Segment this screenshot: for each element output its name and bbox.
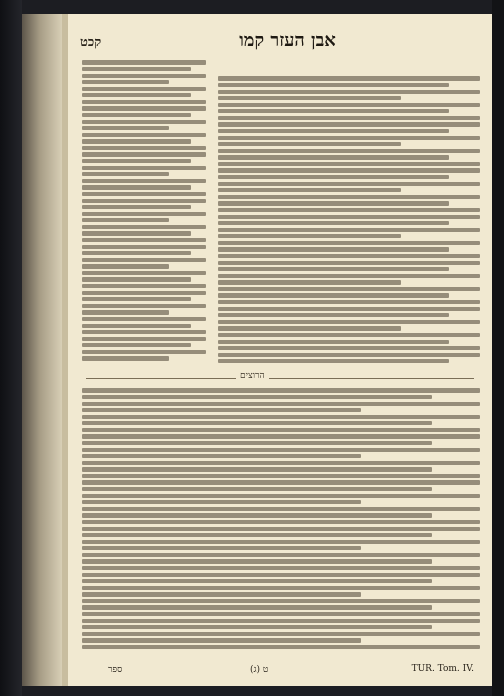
text-line [82, 297, 191, 301]
text-line [82, 271, 206, 275]
text-line [218, 228, 480, 232]
text-line [218, 129, 449, 133]
text-line [82, 559, 432, 563]
text-line [218, 234, 401, 238]
text-line [82, 87, 206, 91]
text-line [218, 195, 480, 199]
text-line [82, 408, 361, 412]
text-line [218, 280, 401, 284]
text-line [82, 343, 191, 347]
text-line [82, 487, 432, 491]
text-line [218, 96, 401, 100]
text-line [218, 122, 480, 126]
text-line [82, 120, 206, 124]
text-line [82, 520, 480, 524]
text-line [218, 333, 480, 337]
text-line [218, 142, 401, 146]
text-line [82, 402, 480, 406]
footer-left: ספר [108, 665, 123, 675]
text-line [82, 448, 480, 452]
text-line [218, 155, 449, 159]
text-line [218, 168, 480, 172]
text-line [82, 100, 206, 104]
text-line [82, 284, 206, 288]
text-line [82, 225, 206, 229]
text-line [218, 136, 480, 140]
text-line [82, 304, 206, 308]
text-line [218, 109, 449, 113]
text-line [82, 179, 206, 183]
text-line [218, 274, 480, 278]
text-line [218, 188, 401, 192]
text-line [82, 67, 191, 71]
text-line [82, 513, 432, 517]
book [22, 14, 492, 686]
text-line [82, 533, 432, 537]
text-line [218, 103, 480, 107]
text-line [82, 632, 480, 636]
text-line [82, 553, 480, 557]
text-line [82, 395, 432, 399]
text-line [82, 527, 480, 531]
text-line [82, 139, 191, 143]
text-line [82, 251, 191, 255]
text-line [82, 277, 191, 281]
text-line [82, 205, 191, 209]
text-line [82, 264, 169, 268]
text-line [82, 494, 480, 498]
text-line [82, 546, 361, 550]
text-line [82, 434, 480, 438]
section-heading: הרוצים [236, 370, 269, 381]
text-line [82, 199, 206, 203]
text-line [82, 146, 206, 150]
footer-right: TUR. Tom. IV. [411, 664, 474, 674]
text-line [82, 126, 169, 130]
text-line [82, 441, 432, 445]
text-line [82, 573, 480, 577]
text-line [218, 215, 480, 219]
text-line [218, 346, 480, 350]
lower-commentary-block [82, 386, 480, 656]
text-line [82, 638, 361, 642]
text-line [218, 175, 449, 179]
commentary-column-left [82, 58, 206, 364]
text-line [82, 106, 206, 110]
text-line [218, 241, 480, 245]
text-line [82, 599, 480, 603]
page-header [76, 28, 484, 54]
text-line [218, 83, 449, 87]
text-line [82, 166, 206, 170]
text-line [218, 353, 480, 357]
folio-number: קכט [80, 35, 102, 50]
text-line [218, 320, 480, 324]
text-line [82, 60, 206, 64]
text-line [82, 480, 480, 484]
text-line [82, 507, 480, 511]
text-line [218, 261, 480, 265]
text-line [82, 474, 480, 478]
text-line [82, 388, 480, 392]
text-line [218, 293, 449, 297]
text-line [82, 350, 206, 354]
text-line [82, 133, 206, 137]
text-line [82, 324, 191, 328]
text-line [82, 93, 191, 97]
text-line [218, 149, 480, 153]
text-line [82, 74, 206, 78]
text-line [82, 185, 191, 189]
footer-center: ט (ג) [250, 665, 269, 675]
page-footer [80, 664, 480, 676]
text-line [82, 330, 206, 334]
text-line [82, 421, 432, 425]
text-line [218, 300, 480, 304]
text-line [82, 152, 206, 156]
text-line [82, 625, 432, 629]
text-line [218, 267, 449, 271]
text-line [218, 201, 449, 205]
text-line [82, 467, 432, 471]
text-line [82, 415, 480, 419]
text-line [82, 566, 480, 570]
text-line [218, 326, 401, 330]
text-line [82, 113, 191, 117]
text-line [218, 116, 480, 120]
text-line [218, 313, 449, 317]
text-line [82, 454, 361, 458]
section-divider [86, 378, 474, 379]
text-line [82, 192, 206, 196]
text-line [82, 612, 480, 616]
text-line [218, 287, 480, 291]
text-line [82, 317, 206, 321]
text-line [218, 76, 480, 80]
text-line [82, 605, 432, 609]
text-line [82, 218, 169, 222]
text-line [82, 159, 191, 163]
text-line [82, 212, 206, 216]
text-line [82, 586, 480, 590]
text-line [82, 500, 361, 504]
text-line [82, 461, 480, 465]
text-line [82, 579, 432, 583]
text-line [82, 356, 169, 360]
text-line [82, 619, 480, 623]
text-line [218, 247, 449, 251]
text-line [218, 254, 480, 258]
text-line [82, 291, 206, 295]
text-line [82, 592, 361, 596]
text-line [218, 359, 449, 363]
text-line [82, 337, 206, 341]
text-line [218, 90, 480, 94]
text-line [218, 307, 480, 311]
text-line [82, 245, 206, 249]
left-background [0, 0, 22, 696]
text-line [82, 231, 191, 235]
text-line [218, 182, 480, 186]
book-spine [22, 14, 62, 686]
right-background [492, 0, 504, 696]
page-title: אבן העזר קמו [239, 30, 336, 51]
text-line [82, 310, 169, 314]
text-line [82, 645, 480, 649]
text-line [82, 428, 480, 432]
text-line [82, 172, 169, 176]
text-line [218, 208, 480, 212]
main-text-column [218, 74, 480, 364]
text-line [218, 221, 449, 225]
page [68, 14, 492, 686]
text-line [82, 258, 206, 262]
text-line [218, 340, 449, 344]
text-line [82, 238, 206, 242]
text-line [218, 162, 480, 166]
text-line [82, 80, 169, 84]
text-line [82, 540, 480, 544]
